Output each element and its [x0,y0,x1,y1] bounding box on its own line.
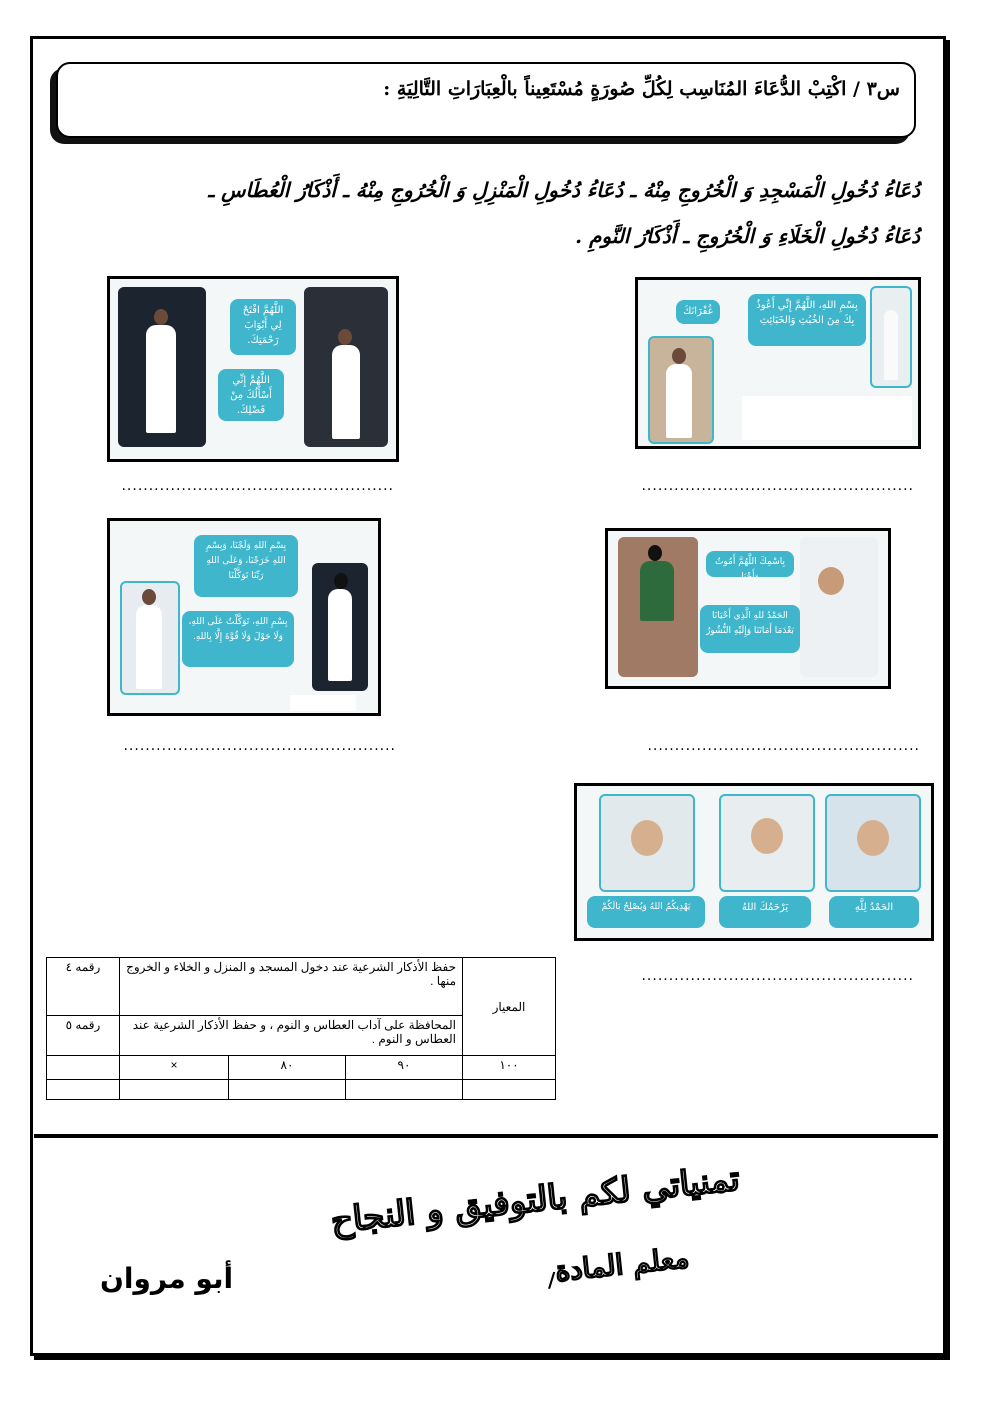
teacher-label: معلم المادة [553,1241,691,1288]
toilet-door-panel [870,286,912,388]
mosque-door-panel-left [118,287,206,447]
teacher-slash: / [548,1268,556,1292]
bubble-sneeze-reply: يَرْحَمُكَ اللهُ [719,896,811,928]
boy-figure [666,364,692,438]
boy-figure [332,345,360,439]
picture-mosque-dua [107,276,399,462]
footer-wish: تمنياتي لكم بالتوفيق و النجاح [329,1158,742,1242]
answer-line-2[interactable]: .................................................. [121,478,394,494]
rubric-empty-cell[interactable] [346,1080,463,1100]
sneeze-boy-panel [825,794,921,892]
sitting-boy-panel [618,537,698,677]
bubble-mosque-enter: اللَّهُمَّ افْتَحْ لِي أَبْوَابَ رَحْمَتِكَ. [230,299,296,355]
rubric-empty-cell[interactable] [120,1080,229,1100]
toilet-exit-panel [648,336,714,444]
rubric-row2-code: رقمه ٥ [47,1016,120,1056]
picture-sneeze-dua [574,783,934,941]
boy-head [857,820,889,856]
rubric-row1-text: حفظ الأذكار الشرعية عند دخول المسجد و المنزل و الخلاء و الخروج منها . [120,958,463,1016]
boy-head [672,348,686,364]
question-text: س٣ / اكْتِبْ الدُّعَاءَ المُنَاسِب لِكُلِّ صُورَةٍ مُسْتَعِيناً بالْعِبَارَاتِ التَّالِيَةِ : [383,78,900,100]
question-box [56,62,916,138]
white-patch [742,396,912,440]
footer-divider [34,1134,938,1138]
bubble-wake: الحَمْدُ للهِ الَّذِي أَحْيَانَا بَعْدَمَا أَمَاتَنَا وَإِلَيْهِ النُّشُورُ [700,605,800,653]
rubric-row2-text: المحافظة على آداب العطاس و النوم ، و حفظ الأذكار الشرعية عند العطاس و النوم . [120,1016,463,1056]
answer-line-5[interactable]: .................................................. [641,968,914,984]
reply-boy-panel [719,794,815,892]
mosque-door-panel-right [304,287,388,447]
word-bank-line-2: دُعَاءُ دُخُولِ الْخَلَاءِ وَ الْخُرُوجِ ـ أَذْكَارُ النَّومِ . [575,224,920,248]
answer-line-3[interactable]: .................................................. [647,738,920,754]
answer-line-1[interactable]: .................................................. [641,478,914,494]
rubric-table [46,957,556,1100]
rubric-score-90: ٩٠ [346,1056,463,1080]
picture-home-dua [107,518,381,716]
rubric-empty-cell[interactable] [47,1080,120,1100]
picture-toilet-dua [635,277,921,449]
boy-head [334,573,348,589]
bubble-toilet-exit: غُفْرَانَكَ [676,300,720,324]
teacher-name: أبو مروان [100,1262,234,1295]
rubric-empty-cell[interactable] [463,1080,556,1100]
answer-line-4[interactable]: .................................................. [123,738,396,754]
boy-figure [640,561,674,621]
bubble-toilet-enter: بِسْمِ اللهِ، اللَّهُمَّ إِنِّي أَعُوذُ بِكَ مِنَ الخُبُثِ وَالخَبَائِثِ [748,294,866,346]
boy-figure [136,605,162,689]
answer-boy-panel [599,794,695,892]
boy-head [154,309,168,325]
rubric-empty-cell[interactable] [229,1080,346,1100]
boy-head [631,820,663,856]
bubble-home-exit: بِسْمِ اللهِ وَلَجْنَا، وَبِسْمِ اللهِ خَرَجْنَا، وَعَلَى اللهِ رَبِّنَا تَوَكَّلْنَا [194,535,298,597]
bubble-sneeze-answer: يَهْدِيكُمُ اللهُ وَيُصْلِحُ بَالَكُمْ [587,896,705,928]
boy-head [818,567,844,595]
bubble-sleep: بِاسْمِكَ اللَّهُمَّ أَمُوتُ وَأَحْيَا [706,551,794,577]
boy-head [751,818,783,854]
bubble-sneeze-alhamdulillah: الحَمْدُ لِلَّهِ [829,896,919,928]
picture-sleep-dua [605,528,891,689]
boy-head [142,589,156,605]
rubric-score-100: ١٠٠ [463,1056,556,1080]
home-exit-panel [312,563,368,691]
home-enter-panel [120,581,180,695]
rubric-score-x: × [120,1056,229,1080]
white-patch [290,695,356,711]
word-bank-line-1: دُعَاءُ دُخُولِ الْمَسْجِدِ وَ الْخُرُوجِ مِنْهُ ـ دُعَاءُ دُخُولِ الْمَنْزِلِ وَ الْخُرُوجِ مِنْهُ ـ أَذْكَارُ الْعُطَاسِ ـ [208,178,920,202]
boy-head [338,329,352,345]
boy-figure [146,325,176,433]
rubric-empty-cell[interactable] [47,1056,120,1080]
sleeping-boy-panel [800,537,878,677]
rubric-score-80: ٨٠ [229,1056,346,1080]
boy-head [648,545,662,561]
boy-figure [328,589,352,681]
rubric-row1-code: رقمه ٤ [47,958,120,1016]
rubric-criterion-label: المعيار [463,958,556,1056]
bubble-mosque-exit: اللَّهُمَّ إِنِّي أَسْأَلُكَ مِنْ فَضْلِكَ. [218,369,284,421]
boy-figure [884,310,898,380]
bubble-home-enter: بِسْمِ اللهِ، تَوَكَّلْتُ عَلَى اللهِ، وَلَا حَوْلَ وَلَا قُوَّةَ إِلَّا بِاللهِ. [182,611,294,667]
